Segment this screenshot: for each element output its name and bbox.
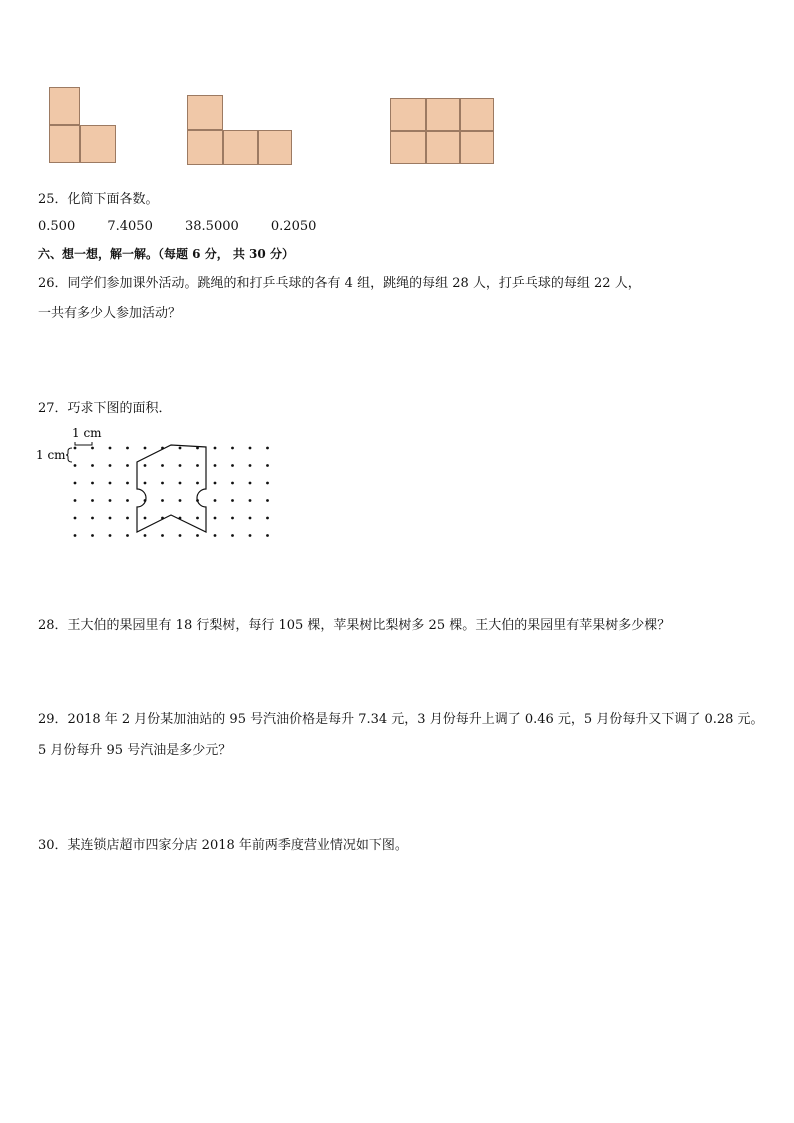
grid-dot [231, 464, 234, 467]
grid-dot [109, 464, 112, 467]
question-29-line1: 29．2018 年 2 月份某加油站的 95 号汽油价格是每升 7.34 元，3 月份每升上调了 0.46 元，5 月份每升又下调了 0.28 元。 [38, 712, 764, 727]
grid-dot [109, 499, 112, 502]
grid-dot [144, 534, 147, 537]
grid-dot [126, 499, 129, 502]
grid-dot [196, 517, 199, 520]
question-30: 30．某连锁店超市四家分店 2018 年前两季度营业情况如下图。 [38, 838, 408, 853]
grid-dot [144, 482, 147, 485]
grid-dot [249, 517, 252, 520]
grid-dot [249, 499, 252, 502]
grid-dot [126, 517, 129, 520]
grid-dot [249, 464, 252, 467]
cube [390, 131, 426, 164]
grid-dot [109, 482, 112, 485]
grid-dot [179, 447, 182, 450]
grid-dot [109, 447, 112, 450]
question-27: 27．巧求下图的面积． [38, 401, 172, 416]
grid-dot [109, 517, 112, 520]
cube [49, 87, 80, 125]
dot-grid-figure [30, 420, 290, 545]
grid-dot [144, 517, 147, 520]
grid-dot [91, 517, 94, 520]
grid-dot [249, 447, 252, 450]
grid-dot [144, 464, 147, 467]
grid-dot [196, 464, 199, 467]
grid-dot [126, 534, 129, 537]
grid-dot [231, 482, 234, 485]
grid-dot [266, 499, 269, 502]
grid-dot [179, 499, 182, 502]
cube [80, 125, 116, 163]
grid-dot [266, 534, 269, 537]
unit-bracket-top [75, 442, 92, 445]
number-item: 7.4050 [107, 219, 153, 234]
grid-dot [266, 447, 269, 450]
grid-dot [179, 534, 182, 537]
unit-label-left: 1 cm [36, 448, 66, 462]
grid-dot [109, 534, 112, 537]
grid-dot [249, 482, 252, 485]
grid-dot [214, 464, 217, 467]
grid-dot [231, 499, 234, 502]
grid-dot [179, 464, 182, 467]
grid-dot [214, 499, 217, 502]
grid-dot [144, 447, 147, 450]
grid-dot [214, 482, 217, 485]
cube [258, 130, 292, 165]
grid-dot [161, 499, 164, 502]
question-25: 25．化简下面各数。 [38, 192, 159, 207]
question-28: 28．王大伯的果园里有 18 行梨树，每行 105 棵，苹果树比梨树多 25 棵。王大伯的果园里有苹果树多少棵？ [38, 618, 671, 633]
question-26-line1: 26．同学们参加课外活动。跳绳的和打乒乓球的各有 4 组，跳绳的每组 28 人，打乒乓球的每组 22 人， [38, 276, 641, 291]
grid-dot [91, 534, 94, 537]
grid-dot [74, 517, 77, 520]
cube [187, 95, 223, 130]
cube [49, 125, 80, 163]
cube [187, 130, 223, 165]
cube [460, 98, 494, 131]
cube [390, 98, 426, 131]
grid-dot [161, 482, 164, 485]
grid-dot [91, 464, 94, 467]
grid-dot [214, 534, 217, 537]
grid-dot [231, 517, 234, 520]
grid-dot [249, 534, 252, 537]
grid-dot [266, 464, 269, 467]
grid-dot [74, 447, 77, 450]
cube [223, 130, 258, 165]
grid-dot [266, 482, 269, 485]
cube [460, 131, 494, 164]
unit-bracket-left [66, 448, 72, 462]
number-item: 0.2050 [270, 219, 317, 234]
cube [426, 131, 460, 164]
number-item: 38.5000 [185, 219, 239, 234]
grid-dot [161, 464, 164, 467]
section-heading: 六、想一想，解一解。（每题 6 分， 共 30 分） [38, 247, 294, 261]
grid-dot [74, 482, 77, 485]
grid-dot [74, 464, 77, 467]
grid-dot [214, 517, 217, 520]
grid-dot [126, 464, 129, 467]
grid-dot [214, 447, 217, 450]
number-item: 0.500 [38, 219, 76, 234]
grid-dot [91, 482, 94, 485]
grid-dot [74, 499, 77, 502]
grid-dot [126, 447, 129, 450]
grid-dot [196, 482, 199, 485]
question-26-line2: 一共有多少人参加活动？ [38, 306, 182, 321]
grid-dot [91, 447, 94, 450]
grid-dot [91, 499, 94, 502]
unit-label-top: 1 cm [72, 426, 102, 440]
grid-dot [179, 482, 182, 485]
grid-dot [74, 534, 77, 537]
cube [426, 98, 460, 131]
grid-dot [231, 534, 234, 537]
dot-grid [74, 447, 269, 537]
grid-dot [126, 482, 129, 485]
grid-dot [196, 534, 199, 537]
grid-dot [231, 447, 234, 450]
question-29-line2: 5 月份每升 95 号汽油是多少元？ [38, 743, 232, 758]
grid-dot [161, 534, 164, 537]
grid-dot [266, 517, 269, 520]
number-list [38, 219, 344, 234]
puzzle-shape [137, 445, 206, 532]
